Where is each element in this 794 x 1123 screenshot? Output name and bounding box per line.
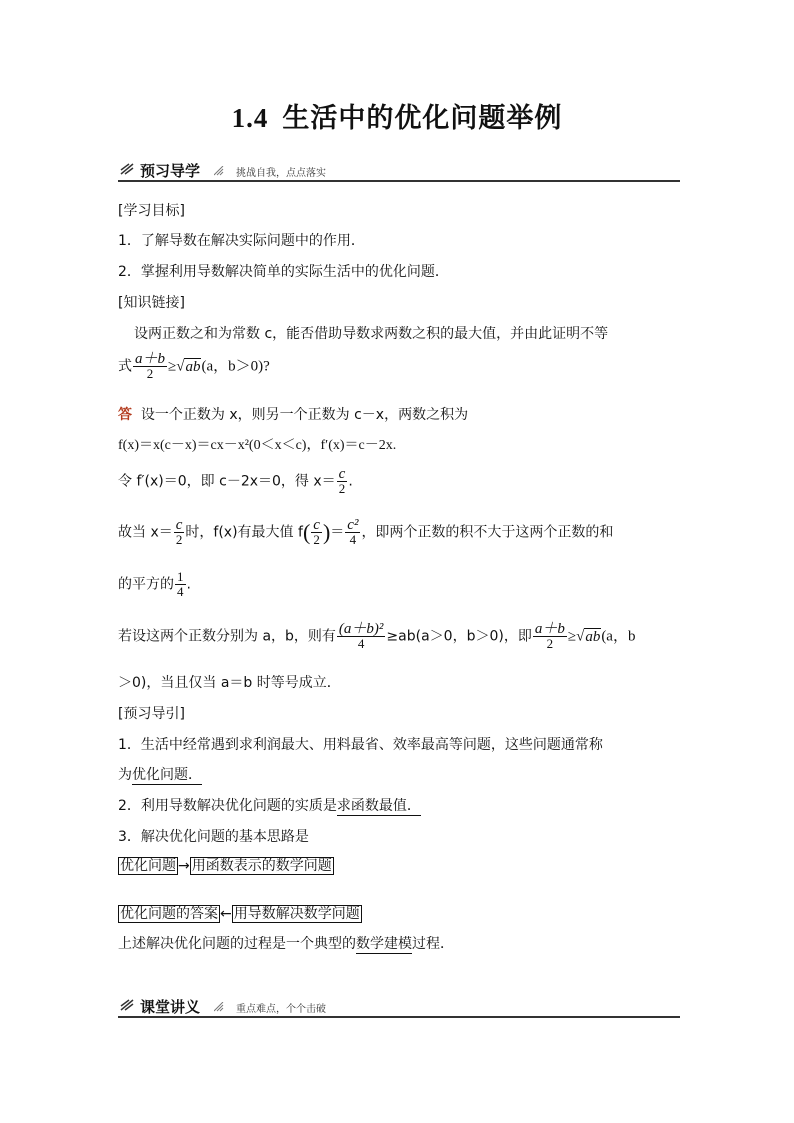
flow-box: 优化问题	[120, 858, 176, 874]
flow-line	[118, 855, 334, 875]
fraction-denominator: 2	[175, 532, 183, 547]
answer-text: 令 f′(x)＝0，即 c－2x＝0，得 x＝	[118, 473, 336, 490]
answer-text: 若设这两个正数分别为 a，b，则有	[118, 628, 336, 645]
fraction	[311, 518, 322, 547]
preview-item: 3．解决优化问题的基本思路是	[118, 829, 309, 845]
answer-text: 时，f(x)有最大值 f	[185, 524, 303, 541]
fraction	[533, 622, 567, 651]
section-rule	[118, 1016, 680, 1018]
fraction-numerator: c	[313, 517, 320, 533]
answer-text: (a，b	[601, 628, 636, 645]
answer-line	[118, 404, 468, 424]
goal-item: 2．掌握利用导数解决简单的实际生活中的优化问题．	[118, 264, 449, 280]
answer-text: ，即两个正数的积不大于这两个正数的和	[361, 524, 614, 541]
preview-item	[118, 795, 421, 815]
section-label: 课堂讲义	[140, 998, 201, 1016]
fraction-numerator: 1	[177, 569, 184, 584]
fraction	[174, 518, 185, 547]
preview-text: 为	[118, 767, 132, 783]
flow-box: 用函数表示的数学问题	[191, 858, 332, 874]
answer-text: ＝	[330, 524, 345, 541]
arrow-left-icon: ←	[220, 906, 232, 922]
section-decoration-icon	[120, 162, 134, 176]
answer-line	[118, 622, 635, 651]
page-title	[0, 96, 794, 135]
radicand: ab	[185, 358, 201, 375]
section-subtitle: 重点难点，个个击破	[236, 1004, 326, 1015]
section-header-preview	[118, 160, 680, 182]
section-header-lecture	[118, 996, 680, 1018]
question-line: 设两正数之和为常数 c，能否借助导数求两数之积的最大值，并由此证明不等	[134, 326, 609, 342]
question-text: (a，b＞0)?	[201, 358, 270, 375]
flow-box: 用导数解决数学问题	[233, 906, 360, 922]
fraction-numerator: a＋b	[534, 621, 565, 637]
fraction-denominator: 4	[349, 532, 357, 547]
goal-item: 1．了解导数在解决实际问题中的作用．	[118, 233, 365, 249]
title-text: 生活中的优化问题举例	[282, 103, 563, 134]
fraction	[133, 352, 167, 381]
answer-text: .	[186, 576, 191, 593]
answer-line: f(x)＝x(c－x)＝cx－x²(0＜x＜c)，f′(x)＝c－2x.	[118, 438, 397, 453]
preview-text: 2．利用导数解决优化问题的实质是	[118, 798, 337, 814]
preview-item: 1．生活中经常遇到求利润最大、用料最省、效率最高等问题，这些问题通常称	[118, 737, 603, 753]
knowledge-link-heading: [知识链接]	[118, 295, 185, 311]
fraction-numerator: (a＋b)²	[338, 621, 384, 637]
fraction-denominator: 2	[313, 532, 320, 547]
fraction-numerator: c²	[347, 517, 359, 533]
underlined-answer: 优化问题．	[132, 767, 202, 783]
answer-text: 故当 x＝	[118, 524, 173, 541]
fraction-denominator: 4	[177, 584, 184, 599]
arrow-right-icon: →	[178, 858, 190, 874]
title-number: 1.4	[231, 103, 269, 133]
summary-text: 过程．	[412, 936, 454, 952]
flow-box: 优化问题的答案	[120, 906, 218, 922]
fraction-denominator: 2	[338, 481, 346, 496]
square-root: √ab	[176, 358, 201, 375]
preview-item	[118, 764, 202, 784]
answer-line: 故当 x＝ $\frac{c}{2}$ 时，f(x)有最大值 f( $\frac{c}{2}$ )＝ $\frac{\text{c²}}{4}$ ，即两个正数的积不大于这两个正数的和	[118, 517, 614, 547]
preview-heading: [预习导引]	[118, 706, 185, 722]
question-line	[118, 352, 270, 381]
fraction-denominator: 4	[357, 636, 365, 651]
section-label: 预习导学	[140, 162, 201, 180]
summary-line	[118, 933, 454, 953]
answer-line: ＞0)，当且仅当 a＝b 时等号成立．	[118, 675, 341, 691]
section-hatch-icon	[214, 166, 224, 176]
answer-text: ≥ab(a＞0，b＞0)，即	[386, 628, 532, 645]
underlined-answer: 求函数最值．	[336, 798, 421, 814]
fraction	[337, 622, 386, 651]
section-hatch-icon	[214, 1002, 224, 1012]
underlined-answer: 数学建模	[356, 936, 412, 952]
goals-heading: [学习目标]	[118, 203, 185, 219]
fraction	[345, 518, 360, 547]
fraction	[175, 570, 186, 599]
answer-text: 的平方的	[118, 576, 174, 593]
flow-line	[118, 903, 362, 923]
fraction-denominator: 2	[546, 636, 554, 651]
fraction-numerator: c	[175, 517, 183, 533]
answer-mark: 答	[118, 407, 132, 423]
fraction-numerator: c	[338, 466, 346, 482]
summary-text: 上述解决优化问题的过程是一个典型的	[118, 936, 356, 952]
answer-text: 设一个正数为 x，则另一个正数为 c－x，两数之积为	[140, 407, 469, 423]
section-subtitle: 挑战自我，点点落实	[236, 168, 326, 179]
radicand: ab	[585, 628, 601, 645]
fraction	[337, 467, 348, 496]
question-text: 式	[118, 358, 132, 375]
fraction-numerator: a＋b	[135, 351, 166, 367]
section-decoration-icon	[120, 998, 134, 1012]
answer-text: .	[348, 473, 353, 490]
relation-symbol: ≥	[567, 628, 577, 645]
square-root: √ab	[576, 628, 601, 645]
answer-line	[118, 467, 353, 496]
relation-symbol: ≥	[168, 358, 177, 375]
answer-line	[118, 570, 191, 599]
fraction-denominator: 2	[146, 366, 154, 381]
section-rule	[118, 180, 680, 182]
